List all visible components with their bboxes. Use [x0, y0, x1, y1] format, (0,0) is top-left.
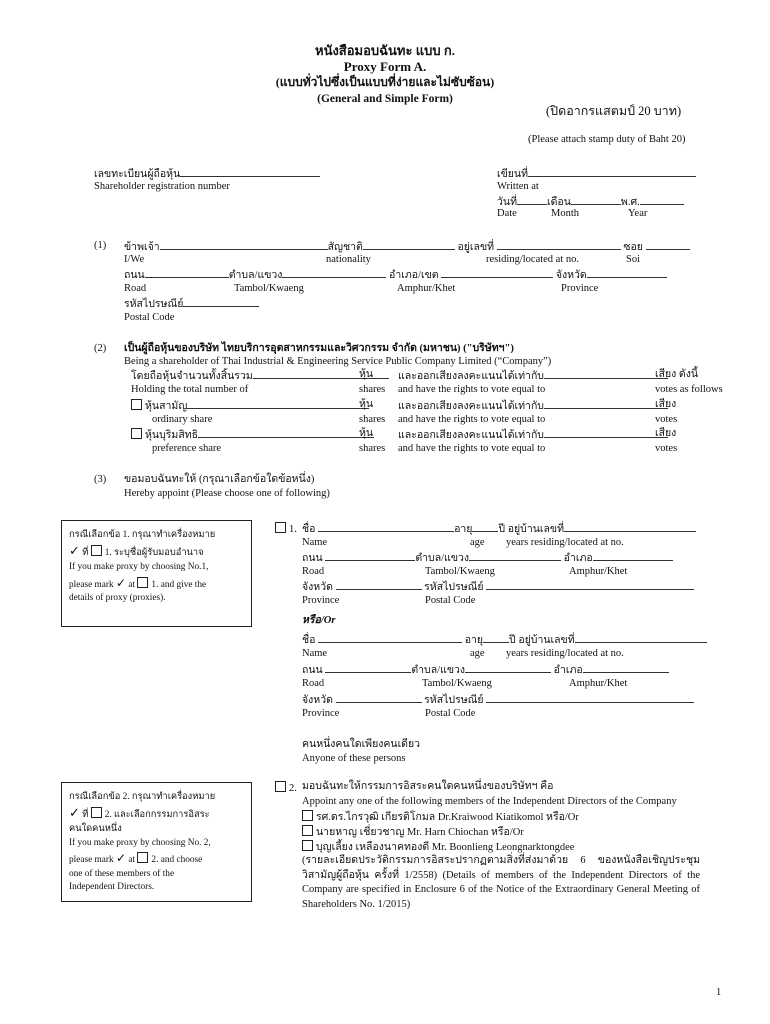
option1-years-label: years residing/located at no. — [506, 537, 624, 548]
section2-company-english: Being a shareholder of Thai Industrial & Engineering Service Public Company Limited (“Company”) — [124, 356, 552, 367]
anyone-thai: คนหนึ่งคนใดเพียงคนเดียว — [302, 739, 421, 750]
director-2-checkbox[interactable] — [302, 825, 313, 836]
ordinary-votes-field[interactable] — [544, 399, 668, 409]
subtitle-english: (General and Simple Form) — [317, 93, 453, 105]
checkmark-icon: ✓ — [115, 851, 127, 866]
instruction1-english-line1: If you make proxy by choosing No.1, — [69, 562, 209, 573]
proxy1-tambol-field[interactable] — [469, 551, 561, 561]
section2-number: (2) — [94, 343, 107, 354]
iwe-label: I/We — [124, 254, 145, 265]
option1-road-label: Road — [302, 566, 325, 577]
director-3-checkbox[interactable] — [302, 840, 313, 851]
option2-checkbox-row: 2. — [275, 781, 297, 795]
tambol-field[interactable] — [282, 268, 386, 278]
option1b-tambol-label: Tambol/Kwaeng — [422, 678, 492, 689]
date-fields: วันที่ เดือน พ.ศ. — [497, 195, 684, 209]
instruction-box-option2 — [61, 782, 252, 902]
votes-english-3: votes — [655, 443, 678, 454]
director-1-row: รศ.ดร.ไกรวุฒิ เกียรติโกมล Dr.Kraiwood Kiatikomol หรือ/Or — [302, 810, 579, 824]
written-at-field[interactable] — [528, 167, 696, 177]
stamp-note-english: (Please attach stamp duty of Baht 20) — [528, 134, 686, 145]
votes-thai-2: เสียง — [655, 399, 677, 410]
month-label-english: Month — [551, 208, 580, 219]
ordinary-share-thai: หุ้นสามัญ — [131, 399, 369, 413]
checkmark-icon: ✓ — [69, 543, 80, 559]
proxy1-province-field[interactable] — [336, 580, 422, 590]
year-field[interactable] — [640, 195, 684, 205]
option1-name-label: Name — [302, 537, 328, 548]
soi-field[interactable] — [646, 240, 690, 250]
written-at-english: Written at — [497, 181, 539, 192]
director-3-row: บุญเลี้ยง เหลืองนาคทองดี Mr. Boonlieng Leongnarktongdee — [302, 840, 574, 854]
shares-unit-thai-2: หุ้น — [359, 399, 374, 410]
rights-thai-3: และออกเสียงลงคะแนนได้เท่ากับ — [398, 428, 668, 442]
proxy2-province-field[interactable] — [336, 693, 422, 703]
instruction2-english-line1: If you make proxy by choosing No. 2, — [69, 837, 211, 848]
tambol-label: Tambol/Kwaeng — [234, 283, 304, 294]
director-details-note: (รายละเอียดประวัติกรรมการอิสระปรากฏตามสิ่งที่ส่งมาด้วย 6 ของหนังสือเชิญประชุมวิสามัญผู้ถือหุ้น ครั้งที่ 1/2558) (Details of members of the Independent Directors of the Company are specified in Enclosure 6 of the Notice of the Extraordinary General Meeting of Shareholders No. 1/2015) — [302, 855, 700, 911]
option1b-province-row-thai: จังหวัด รหัสไปรษณีย์ — [302, 693, 694, 707]
option1-postal-label: Postal Code — [425, 595, 476, 606]
instruction1-thai-line2: ✓ ที่ 1. ระบุชื่อผู้รับมอบอำนาจ — [69, 543, 204, 559]
postal-thai: รหัสไปรษณีย์ — [124, 297, 259, 311]
total-shares-english: Holding the total number of — [131, 384, 249, 395]
box-icon — [91, 807, 102, 818]
instruction-box-option1 — [61, 520, 252, 627]
instruction1-thai-line1: กรณีเลือกข้อ 1. กรุณาทำเครื่องหมาย — [69, 530, 216, 540]
instruction2-thai-line3: คนใดคนหนึ่ง — [69, 824, 122, 835]
road-label: Road — [124, 283, 147, 294]
postal-field[interactable] — [183, 297, 259, 307]
soi-label: Soi — [626, 254, 641, 265]
box-icon — [91, 545, 102, 556]
option1-checkbox[interactable] — [275, 522, 286, 533]
postal-label: Postal Code — [124, 312, 175, 323]
title-thai: หนังสือมอบฉันทะ แบบ ก. — [315, 43, 455, 58]
option1b-province-label: Province — [302, 708, 340, 719]
option1-amphur-label: Amphur/Khet — [569, 566, 628, 577]
option1-checkbox-row: 1. — [275, 522, 297, 536]
preference-votes-field[interactable] — [544, 428, 668, 438]
checkmark-icon: ✓ — [69, 805, 80, 821]
written-at-thai: เขียนที่ — [497, 167, 696, 181]
road-field[interactable] — [145, 268, 229, 278]
option1-age-label: age — [470, 537, 485, 548]
ordinary-share-field[interactable] — [187, 399, 369, 409]
anyone-english: Anyone of these persons — [302, 753, 406, 764]
shares-unit-english-2: shares — [359, 414, 386, 425]
preference-share-field[interactable] — [198, 428, 374, 438]
option2-appoint-thai: มอบฉันทะให้กรรมการอิสระคนใดคนหนึ่งของบริษัทฯ คือ — [302, 781, 554, 792]
option1b-postal-label: Postal Code — [425, 708, 476, 719]
section3-appoint-thai: ขอมอบฉันทะให้ (กรุณาเลือกข้อใดข้อหนึ่ง) — [124, 474, 315, 485]
instruction2-english-line4: Independent Directors. — [69, 882, 155, 893]
checkmark-icon: ✓ — [115, 575, 127, 590]
or-label: หรือ/Or — [302, 615, 336, 626]
section2-company-thai: เป็นผู้ถือหุ้นของบริษัท ไทยบริการอุตสาหกรรมและวิศวกรรม จำกัด (มหาชน) ("บริษัทฯ") — [124, 343, 514, 354]
amphur-field[interactable] — [441, 268, 553, 278]
section3-appoint-english: Hereby appoint (Please choose one of following) — [124, 488, 330, 499]
nationality-field[interactable] — [363, 240, 455, 250]
preference-share-checkbox[interactable] — [131, 428, 142, 439]
option2-appoint-english: Appoint any one of the following members of the Independent Directors of the Company — [302, 796, 677, 807]
shares-unit-thai-1: หุ้น — [359, 369, 374, 380]
proxy2-tambol-field[interactable] — [465, 663, 551, 673]
instruction2-thai-line1: กรณีเลือกข้อ 2. กรุณาทำเครื่องหมาย — [69, 792, 216, 802]
preference-share-english: preference share — [152, 443, 222, 454]
proxy1-name-field[interactable] — [318, 522, 454, 532]
section1-line1-thai: ข้าพเจ้า สัญชาติ อยู่เลขที่ ซอย — [124, 240, 690, 254]
proxy2-name-field[interactable] — [318, 633, 462, 643]
instruction2-english-line3: one of these members of the — [69, 868, 175, 879]
proxy1-address-field[interactable] — [564, 522, 696, 532]
section3-number: (3) — [94, 474, 107, 485]
province-label: Province — [561, 283, 599, 294]
option1-tambol-label: Tambol/Kwaeng — [425, 566, 495, 577]
instruction1-english-line3: details of proxy (proxies). — [69, 593, 166, 604]
option1-road-row-thai: ถนน ตำบล/แขวง อำเภอ — [302, 551, 673, 565]
province-field[interactable] — [587, 268, 667, 278]
section1-line2-thai: ถนน ตำบล/แขวง อำเภอ/เขต จังหวัด — [124, 268, 667, 282]
instruction1-english-line2: please mark ✓ at 1. and give the — [69, 575, 207, 590]
month-field[interactable] — [571, 195, 621, 205]
option1b-age-label: age — [470, 648, 485, 659]
proxy2-postal-field[interactable] — [486, 693, 694, 703]
total-shares-thai: โดยถือหุ้นจำนวนทั้งสิ้นรวม — [131, 369, 389, 383]
subtitle-thai: (แบบทั่วไปซึ่งเป็นแบบที่ง่ายและไม่ซับซ้อน) — [275, 75, 495, 89]
shares-unit-english-1: shares — [359, 384, 386, 395]
preference-share-thai: หุ้นบุริมสิทธิ — [131, 428, 374, 442]
shares-unit-english-3: shares — [359, 443, 386, 454]
option1b-years-label: years residing/located at no. — [506, 648, 624, 659]
option1-name-row-thai: ชื่อ อายุ ปี อยู่บ้านเลขที่ — [302, 522, 696, 536]
option1b-road-label: Road — [302, 678, 325, 689]
date-field[interactable] — [517, 195, 547, 205]
registration-field[interactable] — [180, 167, 320, 177]
director-2-row: นายหาญ เชี่ยวชาญ Mr. Harn Chiochan หรือ/Or — [302, 825, 524, 839]
year-label-english: Year — [628, 208, 648, 219]
proxy2-address-field[interactable] — [575, 633, 707, 643]
rights-english-2: and have the rights to vote equal to — [398, 414, 546, 425]
registration-label-english: Shareholder registration number — [94, 181, 230, 192]
amphur-label: Amphur/Khet — [397, 283, 456, 294]
option1-province-row-thai: จังหวัด รหัสไปรษณีย์ — [302, 580, 694, 594]
votes-follows-thai: เสียง ดังนี้ — [655, 369, 699, 380]
ordinary-share-english: ordinary share — [152, 414, 213, 425]
option1b-name-label: Name — [302, 648, 328, 659]
votes-follows-english: votes as follows — [655, 384, 723, 395]
option1b-amphur-label: Amphur/Khet — [569, 678, 628, 689]
option1b-name-row-thai: ชื่อ อายุ ปี อยู่บ้านเลขที่ — [302, 633, 707, 647]
date-label-english: Date — [497, 208, 517, 219]
address-field[interactable] — [497, 240, 621, 250]
box-icon — [137, 577, 148, 588]
box-icon — [137, 852, 148, 863]
proxy1-amphur-field[interactable] — [593, 551, 673, 561]
rights-thai-1: และออกเสียงลงคะแนนได้เท่ากับ — [398, 369, 668, 383]
proxy2-age-field[interactable] — [483, 633, 509, 643]
votes-english-2: votes — [655, 414, 678, 425]
ordinary-share-checkbox[interactable] — [131, 399, 142, 410]
director-1-checkbox[interactable] — [302, 810, 313, 821]
residing-label: residing/located at no. — [486, 254, 580, 265]
rights-english-1: and have the rights to vote equal to — [398, 384, 546, 395]
nationality-label: nationality — [326, 254, 371, 265]
proxy1-postal-field[interactable] — [486, 580, 694, 590]
instruction2-thai-line2: ✓ ที่ 2. และเลือกกรรมการอิสระ — [69, 805, 210, 821]
shares-unit-thai-3: หุ้น — [359, 428, 374, 439]
votes-thai-3: เสียง — [655, 428, 677, 439]
stamp-note-thai: (ปิดอากรแสตมป์ 20 บาท) — [546, 104, 682, 118]
proxy1-road-field[interactable] — [325, 551, 415, 561]
proxy2-amphur-field[interactable] — [583, 663, 669, 673]
section1-number: (1) — [94, 240, 107, 251]
page-number: 1 — [716, 987, 722, 998]
proxy2-road-field[interactable] — [325, 663, 411, 673]
proxy1-age-field[interactable] — [472, 522, 498, 532]
rights-english-3: and have the rights to vote equal to — [398, 443, 546, 454]
option2-checkbox[interactable] — [275, 781, 286, 792]
option1-province-label: Province — [302, 595, 340, 606]
instruction2-english-line2: please mark ✓ at 2. and choose — [69, 851, 203, 866]
registration-label-thai: เลขทะเบียนผู้ถือหุ้น — [94, 167, 320, 181]
option1b-road-row-thai: ถนน ตำบล/แขวง อำเภอ — [302, 663, 669, 677]
total-votes-field[interactable] — [544, 369, 668, 379]
rights-thai-2: และออกเสียงลงคะแนนได้เท่ากับ — [398, 399, 668, 413]
name-field[interactable] — [160, 240, 328, 250]
title-english: Proxy Form A. — [343, 59, 427, 74]
